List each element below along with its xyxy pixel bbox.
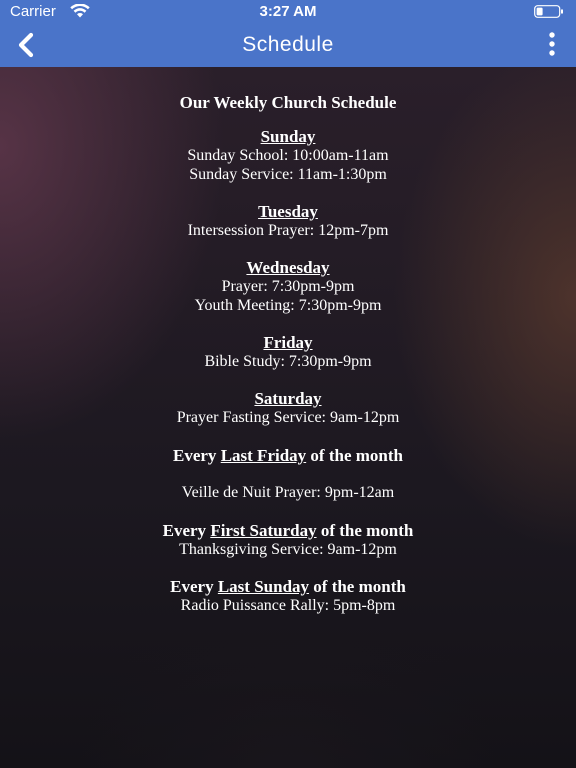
- day-friday: Friday: [263, 333, 313, 352]
- more-vertical-icon[interactable]: [546, 31, 558, 57]
- schedule-item: Youth Meeting: 7:30pm-9pm: [194, 297, 382, 314]
- monthly-heading-last-friday: Every Last Friday of the month: [173, 446, 403, 465]
- page-title: Schedule: [242, 33, 334, 56]
- schedule-heading: Our Weekly Church Schedule: [179, 93, 397, 112]
- day-saturday: Saturday: [254, 389, 322, 408]
- battery-icon: [534, 5, 564, 18]
- day-sunday: Sunday: [260, 127, 316, 146]
- schedule-item: Thanksgiving Service: 9am-12pm: [179, 541, 397, 558]
- schedule-item: Bible Study: 7:30pm-9pm: [204, 353, 372, 370]
- monthly-emphasis: Last Sunday: [217, 577, 310, 596]
- schedule-item: Prayer Fasting Service: 9am-12pm: [176, 409, 400, 426]
- status-time: 3:27 AM: [259, 3, 317, 20]
- monthly-emphasis: First Saturday: [210, 521, 317, 540]
- monthly-heading-last-sunday: Every Last Sunday of the month: [170, 577, 406, 596]
- schedule-item: Radio Puissance Rally: 5pm-8pm: [180, 597, 396, 614]
- status-bar: [0, 0, 576, 24]
- schedule-item: Sunday School: 10:00am-11am: [187, 147, 389, 164]
- schedule-item: Intersession Prayer: 12pm-7pm: [187, 222, 389, 239]
- monthly-heading-first-saturday: Every First Saturday of the month: [162, 521, 414, 540]
- schedule-item: Veille de Nuit Prayer: 9pm-12am: [181, 484, 395, 501]
- top-bar: [0, 0, 576, 67]
- schedule-item: Sunday Service: 11am-1:30pm: [189, 166, 387, 183]
- day-wednesday: Wednesday: [246, 258, 330, 277]
- carrier-label: Carrier: [10, 3, 56, 20]
- schedule-item: Prayer: 7:30pm-9pm: [221, 278, 355, 295]
- schedule-content: [0, 67, 576, 768]
- navigation-bar: [0, 24, 576, 67]
- monthly-emphasis: Last Friday: [220, 446, 307, 465]
- day-tuesday: Tuesday: [258, 202, 318, 221]
